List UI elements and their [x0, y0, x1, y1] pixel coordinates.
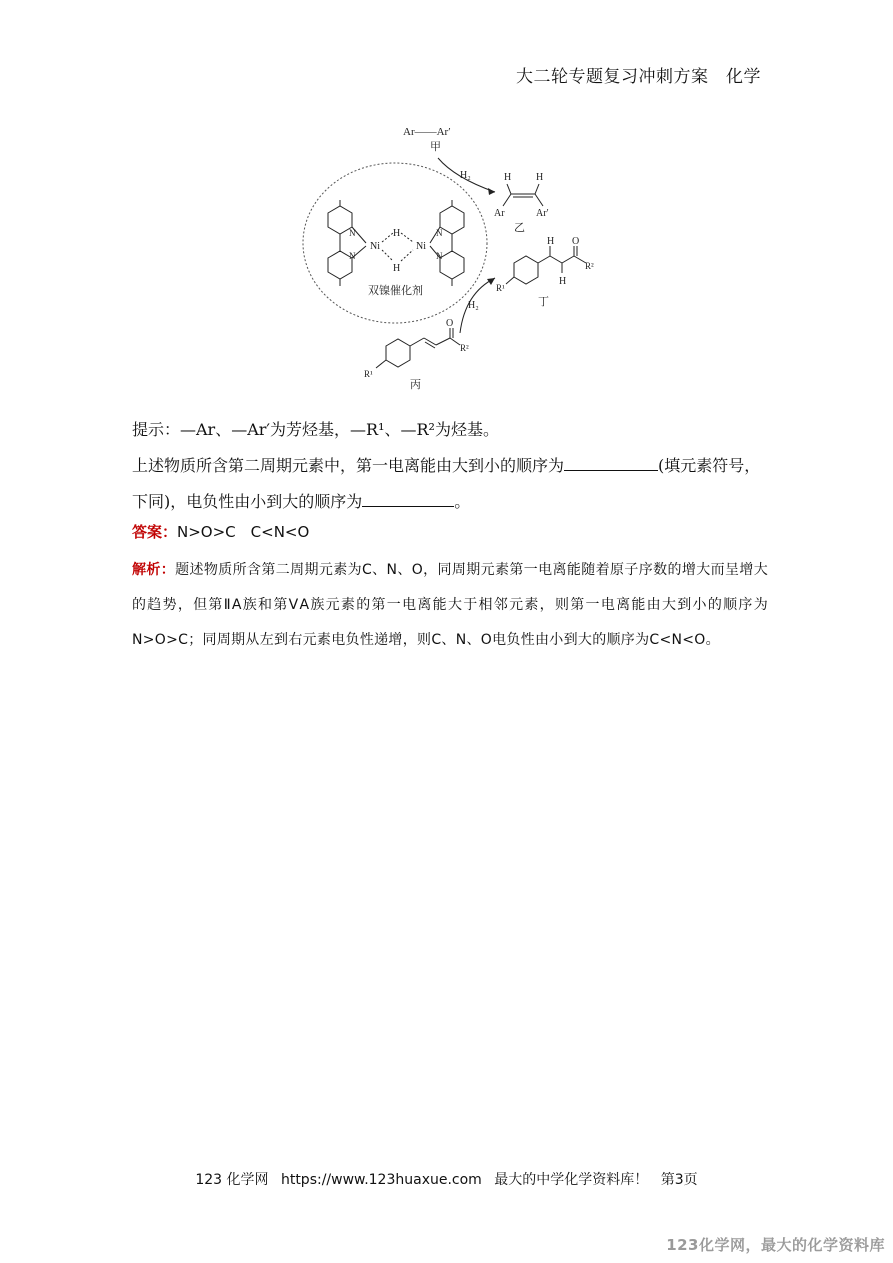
h-bridge-1: H [393, 228, 401, 239]
yi-ar-b: Ar′ [536, 208, 549, 219]
answer-blank-1 [564, 452, 658, 471]
ding-h-2: H [559, 276, 567, 287]
n-label-1: N [349, 228, 356, 238]
footer-slogan: 最大的中学化学资料库！ [494, 1172, 649, 1188]
watermark: 123化学网，最大的化学资料库 [666, 1236, 885, 1254]
page-footer [0, 1169, 893, 1189]
bing-structure [376, 328, 460, 368]
page-header: 大二轮专题复习冲刺方案 化学 [516, 67, 761, 87]
question-part-2: (填元素符号，下同)，电负性由小到大的顺序为 [132, 456, 761, 511]
ding-label: 丁 [538, 296, 549, 308]
bing-r1: R¹ [364, 369, 373, 379]
bing-r2: R² [460, 343, 469, 353]
footer-url[interactable]: https://www.123huaxue.com [280, 1172, 482, 1188]
h2-bottom-label: H₂ [468, 300, 479, 311]
question-text [132, 448, 768, 520]
right-bipyridine [430, 200, 464, 286]
analysis-text: 题述物质所含第二周期元素为C、N、O，同周期元素第一电离能随着原子序数的增大而呈增大的趋势，但第ⅡA族和第ⅤA族元素的第一电离能大于相邻元素，则第一电离能由大到小的顺序为N>O>C；同周期从左到右元素电负性递增，则C、N、O电负性由小到大的顺序为C<N<O。 [132, 562, 768, 648]
yi-label: 乙 [514, 222, 525, 234]
yi-h-a: H [504, 172, 512, 183]
hint-text: 提示：—Ar、—Ar′为芳烃基，—R¹、—R²为烃基。 [132, 420, 499, 439]
catalyst-label: 双镍催化剂 [368, 285, 423, 297]
n-label-3: N [436, 228, 443, 238]
reaction-scheme-svg [300, 118, 600, 403]
ding-h-1: H [547, 236, 555, 247]
left-bipyridine [328, 200, 366, 286]
n-label-4: N [436, 251, 443, 261]
h-bridge-2: H [393, 263, 401, 274]
footer-site: 123 化学网 [195, 1172, 269, 1188]
question-part-3: 。 [454, 492, 471, 511]
ding-r1: R¹ [496, 283, 505, 293]
catalyst-boundary [303, 163, 487, 323]
ni-label-1: Ni [370, 241, 380, 252]
answer-text: N>O>C C<N<O [177, 523, 310, 541]
answer-line [132, 521, 309, 542]
bing-o: O [446, 318, 454, 329]
answer-label: 答案： [132, 523, 178, 541]
ni-label-2: Ni [416, 241, 426, 252]
h2-top-label: H₂ [460, 170, 471, 181]
yi-ar-a: Ar [494, 208, 505, 219]
bing-label: 丙 [410, 379, 421, 391]
analysis-label: 解析： [132, 562, 176, 578]
alkyne-label: Ar——Ar′ [403, 126, 451, 138]
yi-h-b: H [536, 172, 544, 183]
footer-page-number: 第3页 [660, 1172, 698, 1188]
question-part-1: 上述物质所含第二周期元素中，第一电离能由大到小的顺序为 [132, 456, 565, 475]
ding-r2: R² [585, 261, 594, 271]
analysis-block [132, 553, 768, 658]
jia-label: 甲 [430, 141, 441, 153]
ding-structure [506, 246, 586, 284]
n-label-2: N [349, 251, 356, 261]
ding-o: O [572, 236, 580, 247]
answer-blank-2 [362, 488, 454, 507]
reaction-diagram [300, 118, 600, 403]
